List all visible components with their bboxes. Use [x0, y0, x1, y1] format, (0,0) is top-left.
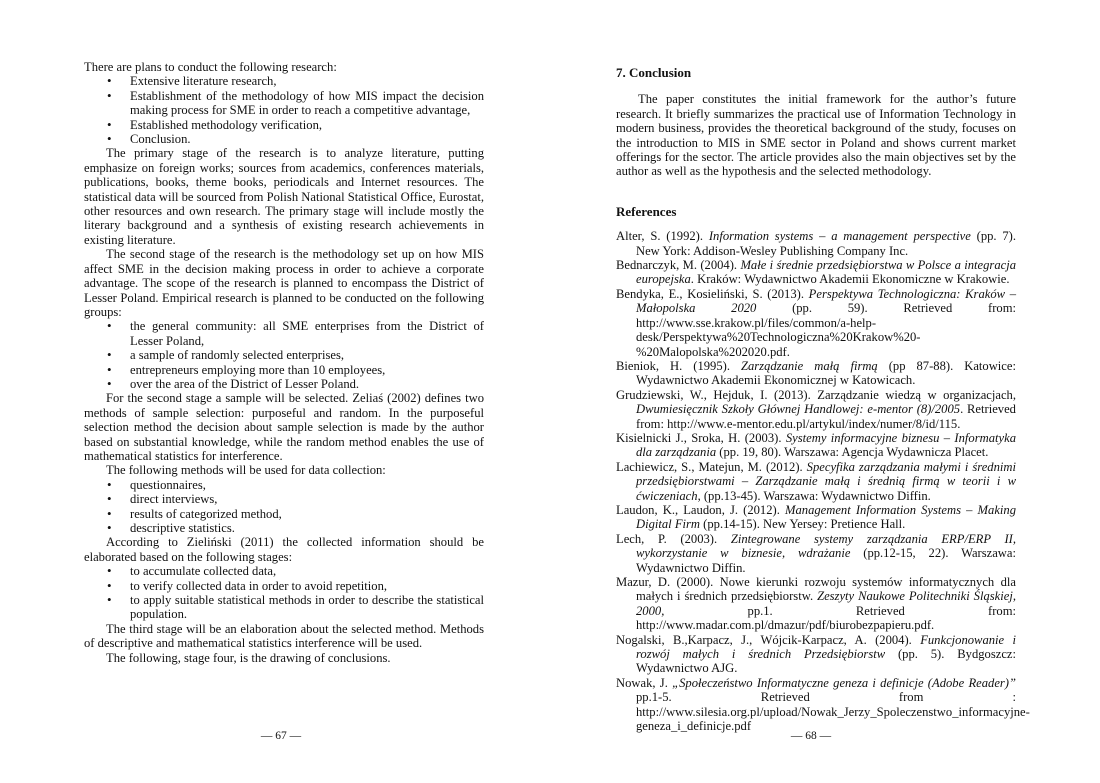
reference-item: Kisielnicki J., Sroka, H. (2003). Systemy informacyjne biznesu – Informatyka dla zarządzania (pp. 19, 80). Warszawa: Agencja Wydawnicza Placet. [616, 430, 1016, 460]
plan-list [84, 74, 484, 146]
list-item: • descriptive statistics. [130, 521, 484, 535]
list-item: • Extensive literature research, [130, 74, 484, 88]
according-paragraph: According to Zieliński (2011) the collected information should be elaborated based on the following stages: [84, 535, 484, 564]
list-item: • Establishment of the methodology of how MIS impact the decision making process for SME in order to reach a competitive advantage, [130, 89, 484, 118]
section-heading: 7. Conclusion [616, 65, 692, 80]
methods-paragraph: The following methods will be used for data collection: [106, 463, 386, 478]
reference-item: Alter, S. (1992). Information systems – a management perspective (pp. 7). New York: Addison-Wesley Publishing Company Inc. [616, 229, 1017, 258]
reference-item: Laudon, K., Laudon, J. (2012). Management Information Systems – Making Digital Firm (pp.14-15). New Yersey: Pretience Hall. [616, 502, 1016, 532]
list-item: • questionnaires, [130, 478, 484, 492]
page-number: — 67 — [260, 730, 302, 742]
list-item: • the general community: all SME enterprises from the District of Lesser Poland, [130, 319, 484, 348]
references-heading: References [616, 203, 677, 219]
stages-list [84, 564, 484, 622]
reference-item: Bendyka, E., Kosieliński, S. (2013). Perspektywa Technologiczna: Kraków – Małopolska 2020 (pp. 59). Retrieved from: http://www.sse.krakow.pl/files/common/a-help-desk/Perspektywa%20Technologiczna%20Krakow%20-%20Malopolska%202020.pdf. [616, 286, 1017, 359]
sample-paragraph: For the second stage a sample will be selected. Zeliaś (2002) defines two methods of sample selection: purposeful and random. In the purposeful selection method the decision about sample selection is made by the author based on substantial knowledge, while the random method enables the use of mathematical statistics for interference. [84, 391, 484, 463]
right-page [616, 60, 1030, 734]
list-item: • Established methodology verification, [130, 118, 484, 132]
conclusion-paragraph: The paper constitutes the initial framework for the author’s future research. It briefly summarizes the practical use of Information Technology in modern business, provides the theoretical background of the study, focuses on the introduction to MIS in SME sector in Poland and shows current market offerings for the sector. The article provides also the main objectives set by the author as well as the hypothesis and the selected methodology. [616, 92, 1016, 179]
reference-item: Mazur, D. (2000). Nowe kierunki rozwoju systemów informatycznych dla małych i średnich przedsiębiorstw. Zeszyty Naukowe Politechniki Śląskiej, 2000, pp.1. Retrieved from: http://www.madar.com.pl/dmazur/pdf/biurobezpapieru.pdf. [616, 575, 1016, 633]
reference-item: Nogalski, B.,Karpacz, J., Wójcik-Karpacz, A. (2004). Funkcjonowanie i rozwój małych i średnich Przedsiębiorstw (pp. 5). Bydgoszcz: Wydawnictwo AJG. [616, 632, 1017, 676]
list-item: • to accumulate collected data, [130, 564, 484, 578]
reference-item: Grudziewski, W., Hejduk, I. (2013). Zarządzanie wiedzą w organizacjach, Dwumiesięcznik Szkoły Głównej Handlowej: e-mentor (8)/2005. Retrieved from: http://www.e-mentor.edu.pl/artykul/index/numer/8/id/115. [616, 387, 1016, 431]
groups-list [84, 319, 484, 391]
list-item: • over the area of the District of Lesser Poland. [130, 377, 484, 391]
second-stage-paragraph: The second stage of the research is the methodology set up on how MIS affect SME in the decision making process in order to achieve a corporate advantage. The scope of the research is planned to encompass the District of Lesser Poland. Empirical research is planned to be conducted on the following groups: [84, 247, 484, 319]
reference-item: Bieniok, H. (1995). Zarządzanie małą firmą (pp 87-88). Katowice: Wydawnictwo Akademii Ekonomicznej w Katowicach. [616, 358, 1016, 388]
list-item: • results of categorized method, [130, 507, 484, 521]
left-page [84, 60, 484, 665]
list-item: • Conclusion. [130, 132, 484, 146]
third-stage-paragraph: The third stage will be an elaboration about the selected method. Methods of descriptive and mathematical statistics interference will be used. [84, 621, 484, 651]
reference-item: Lachiewicz, S., Matejun, M. (2012). Specyfika zarządzania małymi i średnimi przedsiębiorstwami – Zarządzanie małą i średnią firmą w teorii i w ćwiczeniach, (pp.13-45). Warszawa: Wydawnictwo Diffin. [616, 459, 1016, 503]
reference-item: Nowak, J. „Społeczeństwo Informatyczne geneza i definicje (Adobe Reader)” pp.1-5. Retrieved from : http://www.silesia.org.pl/upload/Nowak_Jerzy_Spoleczenstwo_informacyjne-geneza_i_definicje.pdf [616, 675, 1030, 734]
reference-item: Lech, P. (2003). Zintegrowane systemy zarządzania ERP/ERP II, wykorzystanie w biznesie, wdrażanie (pp.12-15, 22). Warszawa: Wydawnictwo Diffin. [616, 531, 1016, 575]
methods-list [84, 478, 484, 536]
primary-stage-paragraph: The primary stage of the research is to analyze literature, putting emphasize on foreign works; sources from academics, conferences materials, publications, books, theme books, periodicals and Internet resources. The statistical data will be sourced from Polish National Statistical Office, Eurostat, other resources and own research. The primary stage will include mostly the literary background and a synthesis of existing research achievements in existing literature. [84, 146, 484, 247]
list-item: • a sample of randomly selected enterprises, [130, 348, 484, 362]
page-number: — 68 — [790, 730, 832, 742]
list-item: • direct interviews, [130, 492, 484, 506]
references-list [616, 229, 1030, 734]
intro-paragraph: There are plans to conduct the following research: [84, 60, 337, 74]
list-item: • to verify collected data in order to avoid repetition, [130, 579, 484, 593]
fourth-stage-paragraph: The following, stage four, is the drawing of conclusions. [106, 650, 391, 665]
reference-item: Bednarczyk, M. (2004). Małe i średnie przedsiębiorstwa w Polsce a integracja europejska. Kraków: Wydawnictwo Akademii Ekonomiczne w Krakowie. [616, 258, 1016, 287]
list-item: • to apply suitable statistical methods in order to describe the statistical population. [130, 593, 484, 622]
list-item: • entrepreneurs employing more than 10 employees, [130, 363, 484, 377]
